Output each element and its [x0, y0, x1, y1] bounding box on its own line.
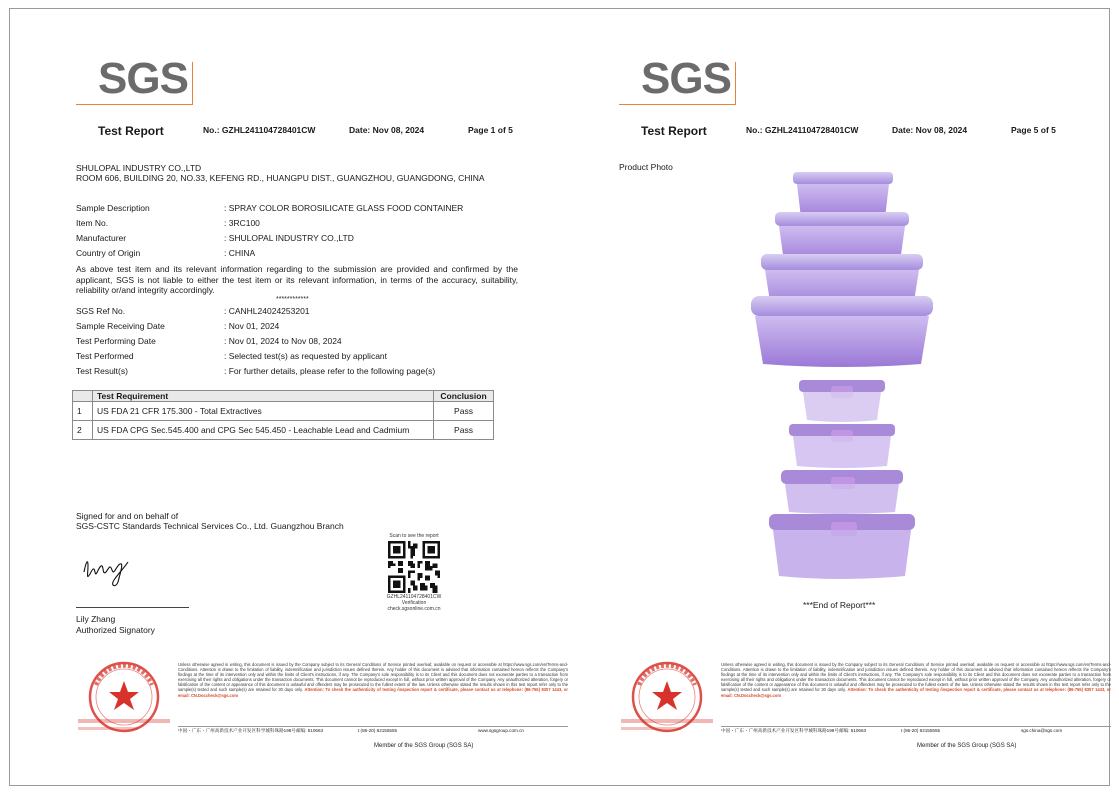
test-performed-label: Test Performed	[76, 351, 134, 361]
test-performed-value: : Selected test(s) as requested by applicant	[224, 351, 388, 361]
report-number: No.: GZHL241104728401CW	[746, 125, 859, 135]
country-value: : CHINA	[224, 248, 256, 258]
row-conclusion: Pass	[434, 421, 494, 440]
col-conclusion: Conclusion	[434, 391, 494, 402]
sgs-logo	[98, 54, 198, 108]
address-cn: 中国・广东・广州高新技术产业开发区科学城科珠路198号	[721, 728, 839, 733]
report-date: Date: Nov 08, 2024	[349, 125, 425, 135]
logo-divider	[192, 62, 193, 105]
test-results-value: : For further details, please refer to the following page(s)	[224, 366, 436, 376]
report-number: No.: GZHL241104728401CW	[203, 125, 316, 135]
receiving-date-value: : Nov 01, 2024	[224, 321, 280, 331]
address-email: sgs.china@sgs.com	[1021, 728, 1063, 733]
qr-verification: Verification	[401, 600, 427, 606]
legal-terms: Unless otherwise agreed in writing, this document is issued by the Company subject to its General Conditions of Service printed overleaf, available on request or accessible at https://www.sgs.com/en/Terms-and-Conditions. Attention is drawn to the limitation of liability, indemnification and jurisdiction issues defined therein. Any holder of this document is advised that information contained hereon reflects the Company's findings at the time of its intervention only and within the limits of Client's instructions, if any. The Company's sole responsibility is to its Client and this document does not exonerate parties to a transaction from exercising all their rights and obligations under the transaction documents. This document cannot be reproduced except in full, without prior written approval of the Company. Any unauthorized alteration, forgery or falsification of the content or appearance of this document is unlawful and offenders may be prosecuted to the fullest extent of the law. Unless otherwise stated the results shown in this test report refer only to the sample(s) tested and such sample(s) are retained for 30 days only.	[178, 662, 568, 693]
manufacturer-label: Manufacturer	[76, 233, 127, 243]
separator-stars: ************	[276, 296, 309, 303]
address-postcode: 邮编: 510663	[296, 728, 324, 733]
report-title: Test Report	[641, 124, 707, 138]
row-number: 2	[73, 421, 93, 440]
footer-address	[178, 726, 568, 736]
container-glass-large	[781, 470, 903, 514]
ref-no-label: SGS Ref No.	[76, 306, 126, 316]
handwritten-signature	[80, 552, 132, 588]
row-conclusion: Pass	[434, 402, 494, 421]
end-of-report: ***End of Report***	[803, 600, 876, 610]
page-number: Page 5 of 5	[1011, 125, 1056, 135]
address-divider	[178, 726, 568, 727]
test-results-label: Test Result(s)	[76, 366, 128, 376]
logo-text: SGS	[98, 54, 188, 103]
footer-address	[721, 726, 1111, 736]
legal-terms: Unless otherwise agreed in writing, this document is issued by the Company subject to its General Conditions of Service printed overleaf, available on request or accessible at https://www.sgs.com/en/Terms-and-Conditions. Attention is drawn to the limitation of liability, indemnification and jurisdiction issues defined therein. Any holder of this document is advised that information contained hereon reflects the Company's findings at the time of its intervention only and within the limits of Client's instructions, if any. The Company's sole responsibility is to its Client and this document does not exonerate parties to a transaction from exercising all their rights and obligations under the transaction documents. This document cannot be reproduced except in full, without prior written approval of the Company. Any unauthorized alteration, forgery or falsification of the content or appearance of this document is unlawful and offenders may be prosecuted to the fullest extent of the law. Unless otherwise stated the results shown in this test report refer only to the sample(s) tested and such sample(s) are retained for 30 days only.	[721, 662, 1111, 693]
company-seal-icon	[621, 659, 713, 739]
logo-underline	[76, 104, 192, 105]
report-date: Date: Nov 08, 2024	[892, 125, 968, 135]
table-row	[73, 421, 494, 440]
qr-scan-caption: Scan to see the report	[389, 533, 439, 539]
performing-date-label: Test Performing Date	[76, 336, 156, 346]
signing-company: SGS-CSTC Standards Technical Services Co., Ltd. Guangzhou Branch	[76, 521, 344, 531]
item-no-label: Item No.	[76, 218, 109, 228]
qr-site: check.sgsonline.com.cn	[387, 606, 441, 612]
row-requirement: US FDA CPG Sec.545.400 and CPG Sec 545.450 - Leachable Lead and Cadmium	[93, 421, 434, 440]
container-glass-small	[799, 380, 885, 422]
country-label: Country of Origin	[76, 248, 141, 258]
address-phone: t (86-20) 82155555	[901, 728, 941, 733]
manufacturer-value: : SHULOPAL INDUSTRY CO.,LTD	[224, 233, 354, 243]
receiving-date-label: Sample Receiving Date	[76, 321, 165, 331]
container-ribbed-xlarge	[751, 296, 933, 367]
qr-code-icon[interactable]	[388, 541, 440, 593]
ref-no-value: : CANHL24024253201	[224, 306, 310, 316]
address-web: www.sgsgroup.com.cn	[478, 728, 524, 733]
signatory-role: Authorized Signatory	[76, 625, 155, 635]
performing-date-value: : Nov 01, 2024 to Nov 08, 2024	[224, 336, 342, 346]
row-requirement: US FDA 21 CFR 175.300 - Total Extractives	[93, 402, 434, 421]
product-photo-label: Product Photo	[619, 162, 673, 172]
sgs-member-text: Member of the SGS Group (SGS SA)	[374, 743, 474, 749]
sgs-logo	[641, 54, 741, 108]
col-number	[73, 391, 93, 402]
sample-description-label: Sample Description	[76, 203, 150, 213]
page-footer	[619, 659, 1112, 751]
container-glass-xlarge	[769, 514, 915, 579]
item-no-value: : 3RC100	[224, 218, 260, 228]
logo-divider	[735, 62, 736, 105]
signed-for-text: Signed for and on behalf of	[76, 511, 179, 521]
legal-text	[178, 662, 568, 698]
page-footer	[76, 659, 569, 751]
report-title: Test Report	[98, 124, 164, 138]
legal-text	[721, 662, 1111, 698]
table-row	[73, 402, 494, 421]
applicant-name: SHULOPAL INDUSTRY CO.,LTD	[76, 163, 202, 173]
applicant-address: ROOM 606, BUILDING 20, NO.33, KEFENG RD., HUANGPU DIST., GUANGZHOU, GUANGDONG, CHINA	[76, 173, 485, 183]
sample-description-value: : SPRAY COLOR BOROSILICATE GLASS FOOD CONTAINER	[224, 203, 464, 213]
logo-underline	[619, 104, 735, 105]
col-requirement: Test Requirement	[93, 391, 434, 402]
logo-text: SGS	[641, 54, 731, 103]
address-postcode: 邮编: 510663	[839, 728, 867, 733]
row-number: 1	[73, 402, 93, 421]
address-divider	[721, 726, 1111, 727]
product-photo	[747, 172, 937, 584]
container-glass-medium	[789, 424, 895, 468]
table-header-row	[73, 391, 494, 402]
signature-line	[76, 607, 189, 608]
liability-statement: As above test item and its relevant information regarding to the submission are provided and confirmed by the applicant, SGS is not liable to either the test item or its relevant information, in terms of the accuracy, suitability, reliability or/and integrity accordingly.	[76, 264, 518, 295]
address-cn: 中国・广东・广州高新技术产业开发区科学城科珠路198号	[178, 728, 296, 733]
signatory-name: Lily Zhang	[76, 614, 116, 624]
qr-report-code: GZHL241104728401CW	[386, 594, 442, 600]
sgs-member-text: Member of the SGS Group (SGS SA)	[917, 743, 1017, 749]
authenticity-warning: Attention: To check the authenticity of testing /inspection report & certificate, please contact us at telephone: (86-755) 8307 1443, or email: CN.Doccheck@sgs.com	[178, 687, 569, 698]
address-phone: t (86-20) 82155555	[358, 728, 398, 733]
test-requirement-table	[72, 390, 494, 440]
page-number: Page 1 of 5	[468, 125, 513, 135]
authenticity-warning: Attention: To check the authenticity of testing /inspection report & certificate, please contact us at telephone: (86-755) 8307 1443, or email: CN.Doccheck@sgs.com	[721, 687, 1112, 698]
company-seal-icon	[78, 659, 170, 739]
